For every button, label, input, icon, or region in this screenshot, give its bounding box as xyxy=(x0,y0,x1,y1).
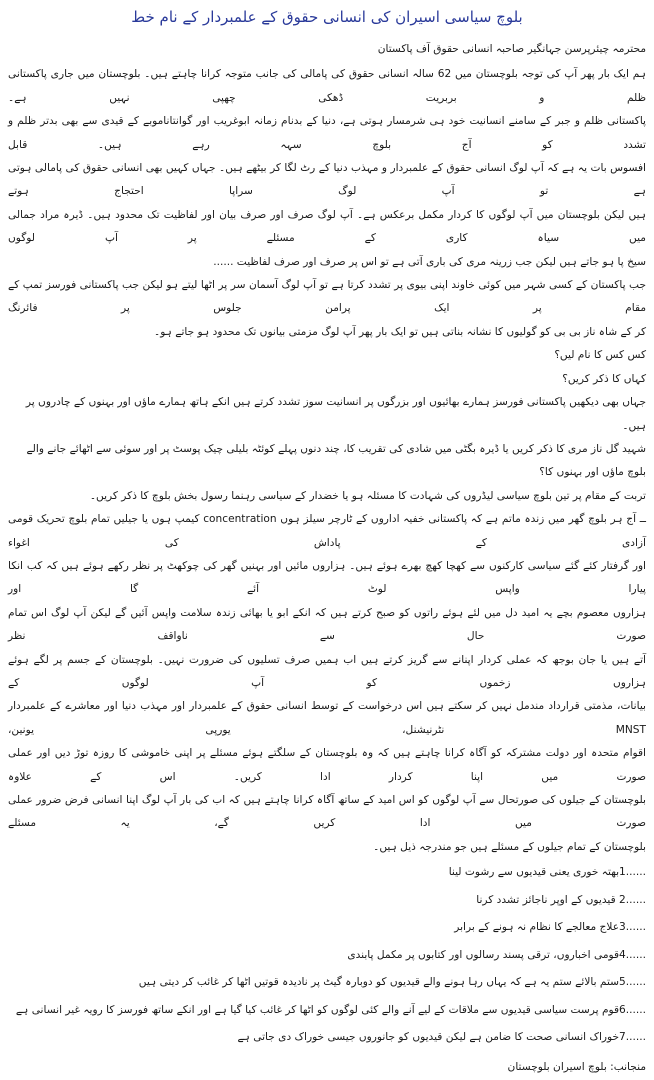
list-item xyxy=(8,1024,646,1052)
list-item-text: بھتہ خوری یعنی قیدیوں سے رشوت لینا xyxy=(448,866,620,879)
paragraph-1 xyxy=(8,63,646,274)
list-item-text: ستم بالائے ستم یہ ہے کہ یہاں رہا ہونے والے قیدیوں کو دوبارہ گیٹ پر نادیدہ قوتیں اٹھا کر غائب کر دیتی ہیں xyxy=(138,976,620,989)
list-item-text: خوراک انسانی صحت کا ضامن ہے لیکن قیدیوں کو جانوروں جیسی خوراک دی جاتی ہے xyxy=(237,1031,620,1044)
paragraph-line: افسوس بات یہ ہے کہ آپ لوگ انسانی حقوق کے علمبردار و مہذب دنیا کے رٹ لگا کر بیٹھے ہیں۔ جہاں کہیں بھی انسانی حقوق کی پامالی ہوتی ہے تو آپ لوگ سراپا احتجاج ہوتے xyxy=(8,162,646,198)
paragraph-3 xyxy=(8,391,646,508)
paragraph-line: آتے ہیں یا جان بوجھ کہ عملی کردار اپنانے سے گریز کرتے ہیں اب ہمیں صرف تسلیوں کی ضرورت نہیں۔ بلوچستان کے جسم پر لگے ہوئے ہزاروں زخموں کو آپ لوگوں کے xyxy=(8,653,646,689)
paragraph-line: جب پاکستان کے کسی شہر میں کوئی خاوند اپنی بیوی پر تشدد کرتا ہے تو آپ لوگ آسمان سر پر اٹھا لیتے ہو لیکن جب پاکستانی فورسز تمپ کے مقام پر ایک پرامن جلوس پر فائرنگ xyxy=(8,279,646,315)
list-item xyxy=(8,997,646,1025)
list-item-number: 2...... xyxy=(619,893,646,906)
list-item-text: علاج معالجے کا نظام نہ ہونے کے برابر xyxy=(454,921,620,934)
paragraph-line: کر کے شاہ ناز بی بی کو گولیوں کا نشانہ بناتی ہیں تو ایک بار پھر آپ لوگ مزمتی بیانوں تک محدود ہو جاتے ہو۔ xyxy=(154,325,646,338)
document-title: بلوچ سیاسی اسیران کی انسانی حقوق کے علمبردار کے نام خط xyxy=(131,8,523,26)
paragraph-4 xyxy=(8,508,646,859)
list-item-text: قومی اخباروں، ترقی پسند رسالوں اور کتابوں پر مکمل پابندی xyxy=(347,948,620,961)
list-item-number: 5...... xyxy=(619,976,646,989)
paragraph-2 xyxy=(8,274,646,344)
question-where-mention: کہاں کا ذکر کریں؟ xyxy=(562,372,646,385)
list-item-text: قیدیوں کے اوپر ناجائز تشدد کرنا xyxy=(476,893,620,906)
paragraph-line: پاکستانی ظلم و جبر کے سامنے انسانیت خود ہی شرمسار ہوتی ہے، دنیا کے بدنام زمانہ ابوغریب اور گوانتاناموبے کے قیدی سے بھی بدتر ظلم و تشدد کو آج بلوچ سہہ رہے ہیں۔ قابل xyxy=(8,115,646,151)
signature: منجانب: بلوچ اسیران بلوچستان xyxy=(507,1060,646,1073)
list-item xyxy=(8,859,646,887)
paragraph-line: ہیں لیکن بلوچستان میں آپ لوگوں کا کردار مکمل برعکس ہے۔ آپ لوگ صرف اور صرف بیان اور لفاظیت تک محدود ہیں۔ ڈیرہ مراد جمالی میں سیاہ کاری کے مسئلے پر آپ لوگوں xyxy=(8,208,646,245)
paragraph-line: جہاں بھی دیکھیں پاکستانی فورسز ہمارے بھائیوں اور بزرگوں پر انسانیت سوز تشدد کرتے ہیں انکے ہاتھ ہمارے ماؤں اور بہنوں کے چادروں پر ہیں۔ xyxy=(25,396,646,432)
prison-issues-list xyxy=(8,859,646,1052)
list-item xyxy=(8,914,646,942)
list-item-number: 3...... xyxy=(619,921,646,934)
paragraph-line: شہید گل ناز مری کا ذکر کریں یا ڈیرہ بگٹی میں شادی کی تقریب کا، چند دنوں پہلے کوئٹہ بلیلی چیک پوسٹ پر اور سوئی سے اٹھائے جانے والے بلوچ ماؤں اور بہنوں کا؟ xyxy=(26,442,646,479)
paragraph-line: بلوچستان کے جیلوں کی صورتحال سے آپ لوگوں کو اس امید کے ساتھ آگاہ کرانا چاہتے ہیں کہ اب کی بار آپ لوگ اپنا انسانی فرض ضرور عملی صورت میں ادا کریں گے، یہ مسئلے xyxy=(8,794,646,830)
list-item xyxy=(8,942,646,970)
paragraph-line: بلوچستان کے تمام جیلوں کے مسئلے ہیں جو مندرجہ ذیل ہیں۔ xyxy=(373,840,646,853)
question-whose-names: کس کس کا نام لیں؟ xyxy=(554,349,646,362)
salutation: محترمہ چیئرپرسن جہانگیر صاحبہ انسانی حقوق آف پاکستان xyxy=(377,43,646,55)
list-item xyxy=(8,887,646,915)
paragraph-line: سیخ پا ہو جاتے ہیں لیکن جب زرینہ مری کی باری آتی ہے تو اس پر صرف اور صرف لفاظیت ...... xyxy=(213,255,646,268)
paragraph-line: ہم ایک بار پھر آپ کی توجہ بلوچستان میں 62 سالہ انسانی حقوق کی پامالی کی جانب متوجہ کرانا چاہتے ہیں۔ بلوچستان میں جاری پاکستانی ظلم و بربریت ڈھکی چھپی نہیں ہے۔ xyxy=(8,68,646,104)
paragraph-line: ہزاروں معصوم بچے یہ امید دل میں لئے ہوئے راتوں کو صبح کرتے ہیں کہ انکے ابو یا بھائی زندہ سلامت واپس آئیں گے لیکن آپ لوگ اس تمام صورت حال سے ناواقف نظر xyxy=(8,606,646,643)
list-item-number: 4...... xyxy=(619,948,646,961)
list-item xyxy=(8,969,646,997)
paragraph-line: ــ آج ہر بلوچ گھر میں زندہ ماتم ہے کہ پاکستانی خفیہ اداروں کے ٹارچر سیلز ہوں concentration کیمپ ہوں یا جیلیں تمام بلوچ تحریک قومی آزادی کے پاداش کی اغواء xyxy=(8,513,646,549)
paragraph-line: اور گرفتار کئے گئے سیاسی کارکنوں سے کھچا کھچ بھرے ہوئے ہیں۔ ہزاروں مائیں اور بہنیں گھر کی چوکھٹ پر نظر رکھے ہوئے ہیں کہ کب انکا پیارا واپس لوٹ آئے گا اور xyxy=(8,559,646,596)
list-item-number: 6...... xyxy=(619,1003,646,1016)
list-item-number: 7...... xyxy=(619,1031,646,1044)
paragraph-line: اقوام متحدہ اور دولت مشترکہ کو آگاہ کرانا چاہتے ہیں کہ وہ بلوچستان کے سلگتے ہوئے مسئلے پر اپنی خاموشی کا روزہ توڑ دیں اور عملی صورت میں اپنا کردار ادا کریں۔ اس کے علاوہ xyxy=(8,747,646,783)
list-item-text: قوم پرست سیاسی قیدیوں سے ملاقات کے لیے آنے والے کئی لوگوں کو اٹھا کر غائب کیا گیا ہے اور انکے ساتھ فورسز کا رویہ غیر انسانی ہے xyxy=(15,1003,620,1016)
paragraph-line: تربت کے مقام پر تین بلوچ سیاسی لیڈروں کی شہادت کا مسئلہ ہو یا خضدار کے سیاسی رہنما رسول بخش بلوچ کا ذکر کریں۔ xyxy=(89,489,646,502)
paragraph-line: بیانات، مذمتی قرارداد مندمل نہیں کر سکتے ہیں اس درخواست کے توسط انسانی حقوق کے علمبردار اور مہذب دنیا اور معاشرے کے علمبردار MNST نٹرنیشنل، یورپی یونین، xyxy=(8,700,646,736)
list-item-number: 1...... xyxy=(619,866,646,879)
